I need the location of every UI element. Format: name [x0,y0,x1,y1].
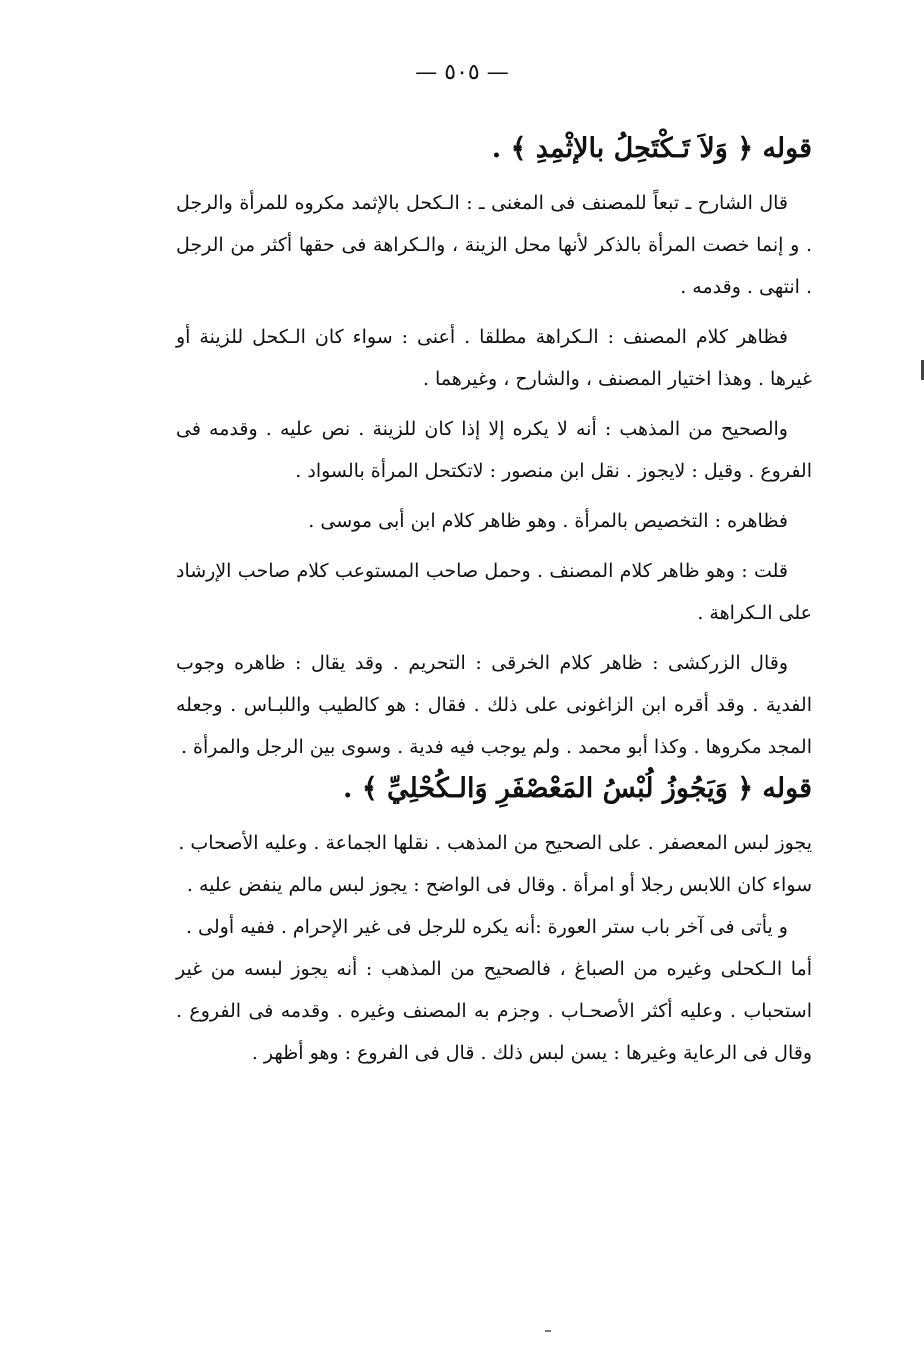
paragraph: سواء كان اللابس رجلا أو امرأة . وقال فى الواضح : يجوز لبس مالم ينفض عليه . [186,874,812,896]
section-heading-dyed-clothing: قوله ﴿ وَيَجُوزُ لُبْسُ المَعْصْفَرِ وَالـكُحْلِيِّ ﴾ . [343,773,812,804]
paragraph: فظاهره : التخصيص بالمرأة . وهو ظاهر كلام ابن أبى موسى . [308,510,788,532]
paragraph: قلت : وهو ظاهر كلام المصنف . وحمل صاحب المستوعب كلام صاحب الإرشاد على الـكراهة . [176,560,812,624]
section-heading-kohl: قوله ﴿ وَلاَ تَـكْتَحِلُ بالإثْمِدِ ﴾ . [491,133,812,164]
paragraph: يجوز لبس المعصفر . على الصحيح من المذهب . نقلها الجماعة . وعليه الأصحاب . [178,832,812,854]
scan-dust-mark [545,1330,551,1332]
paragraph: أما الـكحلى وغيره من الصباغ ، فالصحيح من المذهب : أنه يجوز لبسه من غير استحباب . وعليه أكثر الأصحـاب . وجزم به المصنف وغيره . وقدمه فى الفروع . وقال فى الرعاية وغيرها : يسن لبس ذلك . قال فى الفروع : وهو أظهر . [176,958,812,1064]
page-number: — ٥٠٥ — [415,60,509,85]
paragraph: وقال الزركشى : ظاهر كلام الخرقى : التحريم . وقد يقال : ظاهره وجوب الفدية . وقد أقره ابن الزاغونى على ذلك . فقال : هو كالطيب واللبـاس . وجعله المجد مكروها . وكذا أبو محمد . ولم يوجب فيه فدية . وسوى بين الرجل والمرأة . [176,652,812,758]
paragraph: و يأتى فى آخر باب ستر العورة :أنه يكره للرجل فى غير الإحرام . ففيه أولى . [185,916,788,938]
paragraph: قال الشارح ـ تبعاً للمصنف فى المغنى ـ : الـكحل بالإثمد مكروه للمرأة والرجل . و إنما خصت المرأة بالذكر لأنها محل الزينة ، والـكراهة فى حقها أكثر من الرجل . انتهى . وقدمه . [176,192,812,298]
paragraph: فظاهر كلام المصنف : الـكراهة مطلقا . أعنى : سواء كان الـكحل للزينة أو غيرها . وهذا اختيار المصنف ، والشارح ، وغيرهما . [176,326,812,390]
paragraph: والصحيح من المذهب : أنه لا يكره إلا إذا كان للزينة . نص عليه . وقدمه فى الفروع . وقيل : لايجوز . نقل ابن منصور : لاتكتحل المرأة بالسواد . [176,418,812,482]
page-content [176,128,812,1074]
